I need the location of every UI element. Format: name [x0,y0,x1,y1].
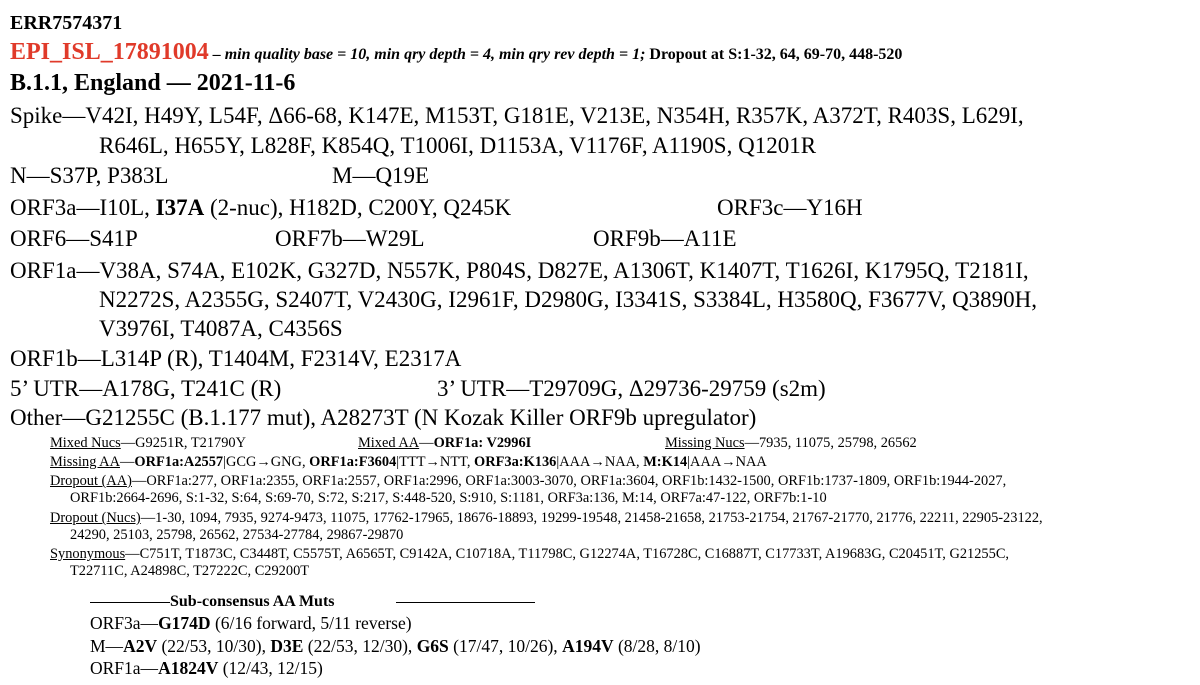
missing-nucs [665,435,917,451]
epi-line [10,39,902,66]
epi-isl-id: EPI_ISL_17891004 [10,39,209,65]
missing-aa-item [643,454,767,470]
dropout-aa [50,473,1006,489]
orf9b-line: ORF9b—A11E [593,226,737,251]
orf1b-line: ORF1b—L314P (R), T1404M, F2314V, E2317A [10,346,462,371]
dropout-nucs-line-1: —1-30, 1094, 7935, 9274-9473, 11075, 17762-17965, 18676-18893, 19299-19548, 21458-21658, 21753-21754, 21767-21770, 21776, 22211, 22905-23122, [140,510,1043,526]
orf1a-line-2: N2272S, A2355G, S2407T, V2430G, I2961F, D2980G, I3341S, S3384L, H3580Q, F3677V, Q3890H, [99,287,1038,312]
subconsensus-counts: (6/16 forward, 5/11 reverse) [210,613,412,633]
subconsensus-counts: (8/28, 8/10) [613,636,701,656]
missing-aa-codon: |AAA→NAA [687,454,767,470]
missing-nucs-value: —7935, 11075, 25798, 26562 [744,435,917,451]
missing-aa-codon: |TTT→NTT, [396,454,475,470]
missing-nucs-label: Missing Nucs [665,435,745,451]
orf3a-bold-mut: I37A [155,195,205,220]
missing-aa-mut: ORF1a:F3604 [309,454,397,470]
mixed-aa-dash: — [419,435,434,451]
mixed-nucs-label: Mixed Nucs [50,435,121,451]
synonymous-line-1: —C751T, T1873C, C3448T, C5575T, A6565T, C9142A, C10718A, T11798C, G12274A, T16728C, C16887T, C17733T, A19683G, C20451T, G21255C, [125,546,1010,562]
spike-line-2: R646L, H655Y, L828F, K854Q, T1006I, D1153A, V1176F, A1190S, Q1201R [99,133,817,158]
subconsensus-mut: A194V [562,636,614,656]
subconsensus-heading-row [90,592,535,612]
orf3a-prefix: ORF3a—I10L, [10,195,156,220]
subconsensus-mut: D3E [270,636,304,656]
dropout-nucs-line-2: 24290, 25103, 25798, 26562, 27534-27784, 29867-29870 [70,527,404,543]
orf3c-line: ORF3c—Y16H [717,195,863,220]
orf1a-line-3: V3976I, T4087A, C4356S [99,316,343,341]
subconsensus-counts: (22/53, 12/30), [303,636,417,656]
subconsensus-mut: A2V [123,636,158,656]
mixed-nucs [50,435,246,451]
synonymous-label: Synonymous [50,546,126,562]
missing-aa-dash: — [119,454,135,470]
subconsensus-counts: (12/43, 12/15) [218,658,323,678]
dropout-aa-line-2: ORF1b:2664-2696, S:1-32, S:64, S:69-70, S:72, S:217, S:448-520, S:910, S:1181, ORF3a:136, M:14, ORF7a:47-122, ORF7b:1-10 [70,490,827,506]
heading-rule-left [90,602,170,603]
orf6-line: ORF6—S41P [10,226,138,251]
subconsensus-counts: (22/53, 10/30), [157,636,271,656]
dropout-summary: Dropout at S:1-32, 64, 69-70, 448-520 [645,46,903,63]
dropout-aa-line-1: —ORF1a:277, ORF1a:2355, ORF1a:2557, ORF1a:2996, ORF1a:3003-3070, ORF1a:3604, ORF1b:1432-1500, ORF1b:1737-1809, ORF1b:1944-2027, [131,473,1007,489]
mixed-nucs-value: —G9251R, T21790Y [120,435,247,451]
dropout-nucs [50,510,1043,526]
missing-aa-mut: ORF1a:A2557 [134,454,224,470]
subconsensus-gene: ORF3a— [90,613,159,633]
orf3a-suffix: (2-nuc), H182D, C200Y, Q245K [204,195,512,220]
synonymous-line-2: T22711C, A24898C, T27222C, C29200T [70,563,310,579]
missing-aa-label: Missing AA [50,454,120,470]
heading-rule-right [396,602,535,603]
mixed-aa-value: ORF1a: V2996I [433,435,532,451]
orf1a-line-1: ORF1a—V38A, S74A, E102K, G327D, N557K, P804S, D827E, A1306T, K1407T, T1626I, K1795Q, T2181I, [10,258,1029,283]
orf3a-line [10,195,511,221]
missing-aa-codon: |AAA→NAA, [556,454,644,470]
missing-aa-item [474,454,643,470]
missing-aa-item [309,454,474,470]
missing-aa-mut: M:K14 [643,454,688,470]
subconsensus-mut: G174D [158,613,211,633]
subconsensus-mut: G6S [416,636,449,656]
subconsensus-orf1a [90,658,323,679]
n-gene-line: N—S37P, P383L [10,163,169,188]
dropout-nucs-label: Dropout (Nucs) [50,510,141,526]
subconsensus-orf3a [90,613,412,634]
subconsensus-counts: (17/47, 10/26), [448,636,563,656]
missing-aa [50,454,767,470]
missing-aa-codon: |GCG→GNG, [223,454,310,470]
subconsensus-m [90,636,701,657]
subconsensus-heading: Sub-consensus AA Muts [170,593,335,610]
sample-id: ERR7574371 [10,12,123,34]
subconsensus-gene: M— [90,636,124,656]
missing-aa-mut: ORF3a:K136 [474,454,557,470]
other-line: Other—G21255C (B.1.177 mut), A28273T (N Kozak Killer ORF9b upregulator) [10,405,757,430]
quality-params: – min quality base = 10, min qry depth = 4, min qry rev depth = 1; [208,46,646,63]
subconsensus-mut: A1824V [158,658,219,678]
utr5-line: 5’ UTR—A178G, T241C (R) [10,376,282,401]
mixed-aa [358,435,531,451]
orf7b-line: ORF7b—W29L [275,226,425,251]
synonymous [50,546,1009,562]
m-gene-line: M—Q19E [332,163,430,188]
lineage-location-date: B.1.1, England — 2021-11-6 [10,70,296,96]
subconsensus-gene: ORF1a— [90,658,159,678]
utr3-line: 3’ UTR—T29709G, Δ29736-29759 (s2m) [437,376,826,401]
missing-aa-item [134,454,309,470]
spike-line-1: Spike—V42I, H49Y, L54F, Δ66-68, K147E, M153T, G181E, V213E, N354H, R357K, A372T, R403S, L629I, [10,103,1024,128]
dropout-aa-label: Dropout (AA) [50,473,132,489]
mixed-aa-label: Mixed AA [358,435,420,451]
